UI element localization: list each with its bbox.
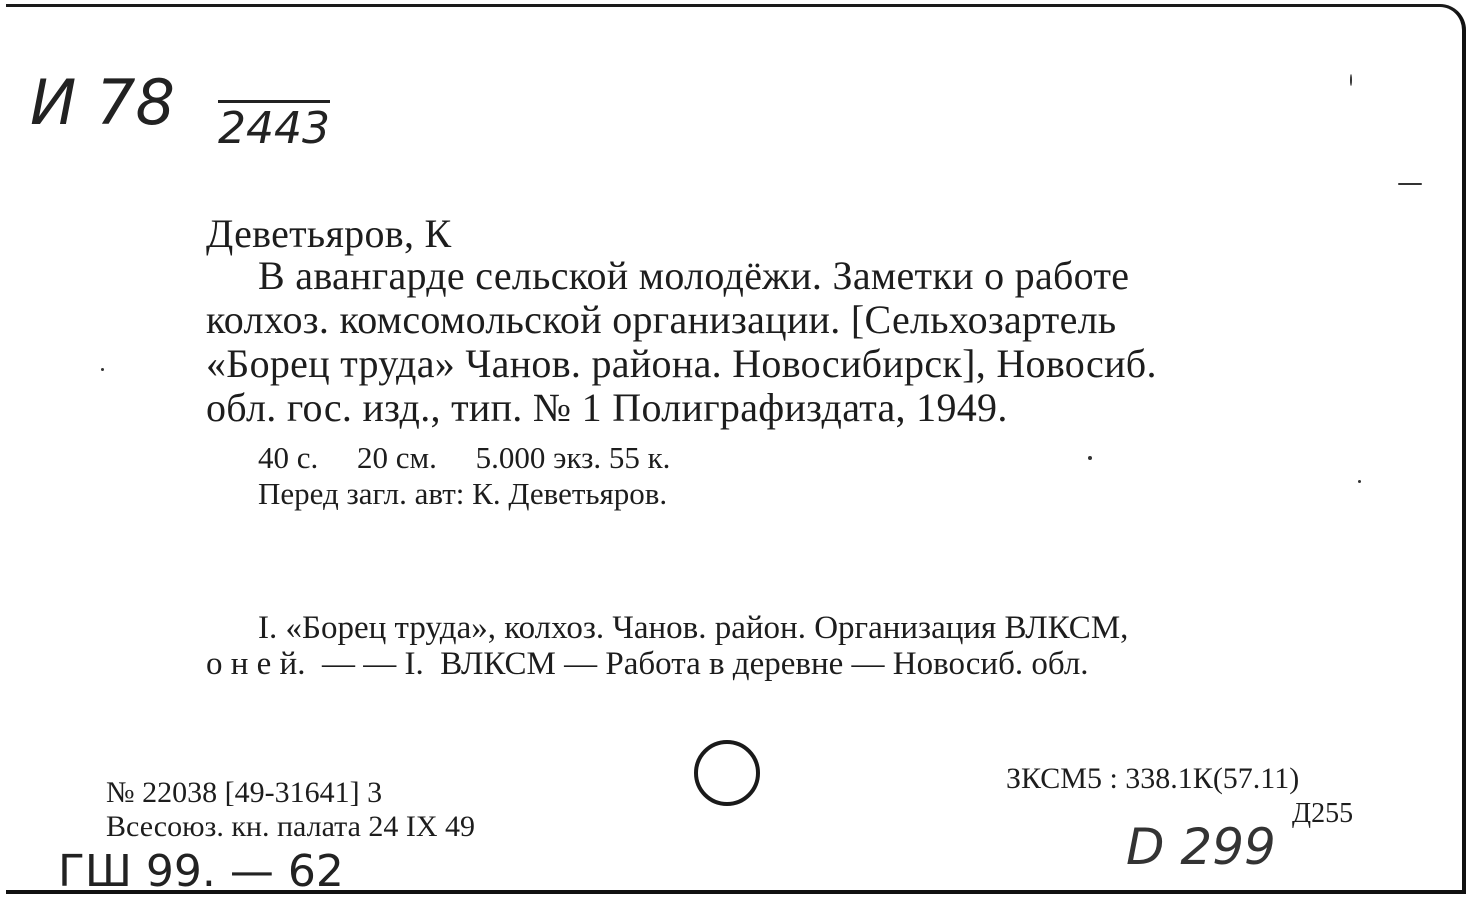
author-mark: Д255 (1292, 798, 1354, 829)
scan-speck (1358, 480, 1361, 483)
subjects-line-1: I. «Борец труда», колхоз. Чанов. район. Организация ВЛКСМ, (258, 610, 1129, 646)
title-line-4: обл. гос. изд., тип. № 1 Полиграфиздата, 1949. (206, 385, 1008, 430)
punch-hole-circle (694, 740, 760, 806)
title-line-1: В авангарде сельской молодёжи. Заметки о работе (258, 253, 1130, 298)
handwritten-call-number: И 78 (30, 66, 175, 139)
classification-code: ЗКСМ5 : 338.1К(57.11) (1006, 762, 1300, 795)
handwritten-call-number-sub: 2443 (218, 100, 330, 151)
handwritten-bottom-left: ГШ 99. — 62 (58, 846, 344, 897)
record-number: № 22038 [49-31641] 3 (106, 776, 383, 809)
scan-speck (1350, 74, 1352, 86)
title-line-3: «Борец труда» Чанов. района. Новосибирск], Новосиб. (206, 341, 1157, 386)
author-note: Перед загл. авт: К. Деветьяров. (258, 476, 668, 511)
scan-speck (1088, 456, 1092, 460)
book-chamber-stamp: Всесоюз. кн. палата 24 IX 49 (106, 810, 476, 843)
author-heading: Деветьяров, К (206, 211, 452, 256)
title-line-2: колхоз. комсомольской организации. [Сельхозартель (206, 297, 1117, 342)
subjects-line-2: о н е й. — — I. ВЛКСМ — Работа в деревне — Новосиб. обл. (206, 646, 1089, 682)
scan-speck (101, 368, 104, 371)
scan-speck (1398, 183, 1422, 185)
handwritten-bottom-right: D 299 (1126, 818, 1276, 876)
physical-description: 40 с. 20 см. 5.000 экз. 55 к. (258, 440, 671, 475)
